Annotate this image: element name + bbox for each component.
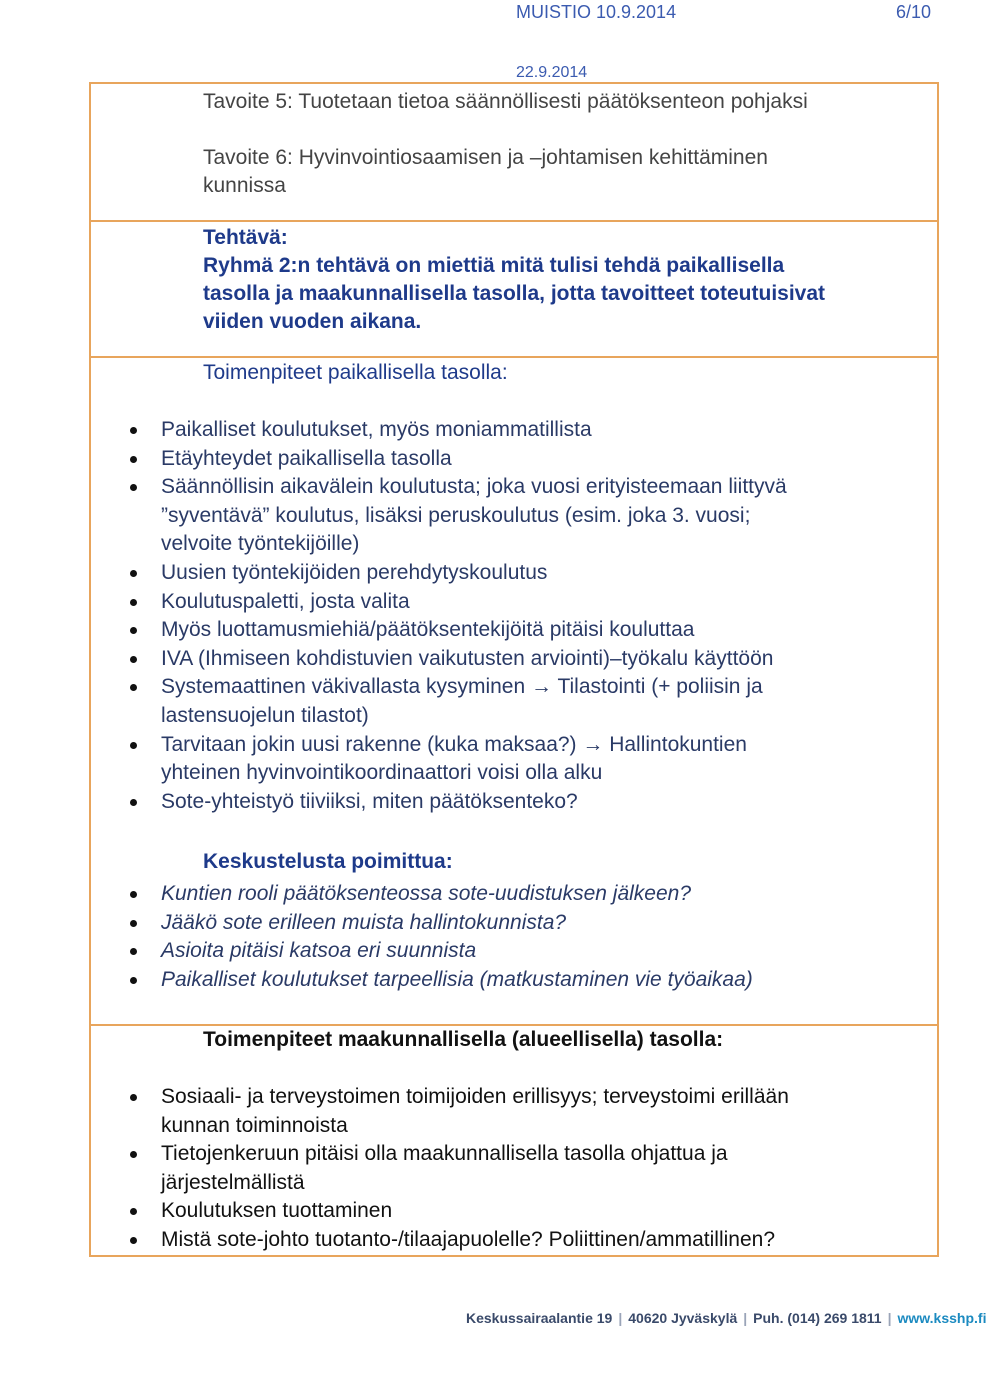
task-line: tasolla ja maakunnallisella tasolla, jotta tavoitteet toteutuisivat xyxy=(203,282,826,305)
list-item xyxy=(124,966,914,995)
bullet-icon xyxy=(130,656,137,663)
list-item-line: velvoite työntekijöille) xyxy=(161,532,360,556)
footer-contact xyxy=(466,1310,986,1326)
list-item xyxy=(124,1226,914,1255)
footer-separator: | xyxy=(887,1310,892,1326)
list-item-line: Uusien työntekijöiden perehdytyskoulutus xyxy=(161,560,548,584)
bullet-icon xyxy=(130,684,137,691)
list-item-line: Mistä sote-johto tuotanto-/tilaajapuolelle? Poliittinen/ammatillinen? xyxy=(161,1227,776,1251)
list-item-line: Tarvitaan jokin uusi rakenne (kuka maksaa?) → Hallintokuntien xyxy=(161,732,747,756)
footer-url[interactable]: www.ksshp.fi xyxy=(897,1310,986,1326)
local-measures-list xyxy=(124,416,914,816)
bullet-icon xyxy=(130,1237,137,1244)
footer-separator: | xyxy=(618,1310,623,1326)
memo-title: MUISTIO 10.9.2014 xyxy=(516,2,677,22)
list-item-line: Jääkö sote erilleen muista hallintokunnista? xyxy=(161,910,567,934)
list-item-line: Tietojenkeruun pitäisi olla maakunnallisella tasolla ohjattua ja xyxy=(161,1142,728,1166)
list-item-line: ”syventävä” koulutus, lisäksi peruskoulutus (esim. joka 3. vuosi; xyxy=(161,503,751,527)
regional-measures-heading: Toimenpiteet maakunnallisella (alueellisella) tasolla: xyxy=(203,1028,724,1051)
bullet-icon xyxy=(130,742,137,749)
list-item-line: Paikalliset koulutukset, myös moniammatillista xyxy=(161,418,592,441)
bullet-icon xyxy=(130,948,137,955)
list-item xyxy=(124,909,914,938)
bullet-icon xyxy=(130,891,137,898)
bullet-icon xyxy=(130,799,137,806)
discussion-heading: Keskustelusta poimittua: xyxy=(203,850,453,873)
running-header xyxy=(0,0,960,24)
list-item-line: järjestelmällistä xyxy=(161,1170,305,1194)
list-item xyxy=(124,880,914,909)
list-item xyxy=(124,673,914,730)
regional-measures-list xyxy=(124,1083,914,1255)
list-item-line: Paikalliset koulutukset tarpeellisia (matkustaminen vie työaikaa) xyxy=(161,967,753,991)
list-item-line: Sosiaali- ja terveystoimen toimijoiden erillisyys; terveystoimi erillään xyxy=(161,1085,789,1108)
page-number: 6/10 xyxy=(896,2,932,22)
list-item-line: yhteinen hyvinvointikoordinaattori voisi olla alku xyxy=(161,761,603,785)
list-item xyxy=(124,1083,914,1140)
bullet-icon xyxy=(130,427,137,434)
list-item xyxy=(124,1197,914,1226)
footer-separator: | xyxy=(743,1310,748,1326)
bullet-icon xyxy=(130,484,137,491)
goal-6-line-1: Tavoite 6: Hyvinvointiosaamisen ja –johtamisen kehittäminen xyxy=(203,146,768,169)
task-block xyxy=(203,224,933,336)
list-item xyxy=(124,588,914,617)
task-label: Tehtävä: xyxy=(203,226,288,249)
bullet-icon xyxy=(130,1094,137,1101)
goal-5: Tavoite 5: Tuotetaan tietoa säännöllisesti päätöksenteon pohjaksi xyxy=(203,90,808,113)
list-item-line: Koulutuspaletti, josta valita xyxy=(161,589,410,613)
list-item xyxy=(124,1140,914,1197)
slide-date: 22.9.2014 xyxy=(516,64,588,81)
list-item xyxy=(124,731,914,788)
list-item xyxy=(124,473,914,559)
discussion-list xyxy=(124,880,914,994)
footer-phone: Puh. (014) 269 1811 xyxy=(753,1310,882,1326)
list-item xyxy=(124,616,914,645)
bullet-icon xyxy=(130,1208,137,1215)
frame-divider xyxy=(89,356,939,358)
list-item-line: Sote-yhteistyö tiiviiksi, miten päätöksenteko? xyxy=(161,789,578,813)
list-item xyxy=(124,416,914,445)
list-item-line: Asioita pitäisi katsoa eri suunnista xyxy=(161,939,477,963)
bullet-icon xyxy=(130,1151,137,1158)
bullet-icon xyxy=(130,977,137,984)
list-item-line: lastensuojelun tilastot) xyxy=(161,703,369,727)
list-item xyxy=(124,445,914,474)
list-item-line: Kuntien rooli päätöksenteossa sote-uudistuksen jälkeen? xyxy=(161,882,692,905)
list-item xyxy=(124,788,914,817)
bullet-icon xyxy=(130,627,137,634)
list-item-line: Myös luottamusmiehiä/päätöksentekijöitä pitäisi kouluttaa xyxy=(161,618,695,642)
local-measures-heading: Toimenpiteet paikallisella tasolla: xyxy=(203,361,508,384)
list-item-line: Säännöllisin aikavälein koulutusta; joka vuosi erityisteemaan liittyvä xyxy=(161,475,787,499)
frame-divider xyxy=(89,220,939,222)
footer-address: Keskussairaalantie 19 xyxy=(466,1310,613,1326)
bullet-icon xyxy=(130,599,137,606)
footer-city: 40620 Jyväskylä xyxy=(628,1310,738,1326)
goal-6-line-2: kunnissa xyxy=(203,174,286,197)
bullet-icon xyxy=(130,920,137,927)
task-line: Ryhmä 2:n tehtävä on miettiä mitä tulisi tehdä paikallisella xyxy=(203,254,785,277)
bullet-icon xyxy=(130,570,137,577)
task-line: viiden vuoden aikana. xyxy=(203,310,422,333)
list-item-line: Koulutuksen tuottaminen xyxy=(161,1199,393,1223)
list-item xyxy=(124,559,914,588)
bullet-icon xyxy=(130,456,137,463)
list-item-line: IVA (Ihmiseen kohdistuvien vaikutusten arviointi)–työkalu käyttöön xyxy=(161,646,774,670)
list-item xyxy=(124,645,914,674)
list-item-line: Etäyhteydet paikallisella tasolla xyxy=(161,446,452,470)
list-item-line: kunnan toiminnoista xyxy=(161,1113,348,1137)
list-item xyxy=(124,937,914,966)
list-item-line: Systemaattinen väkivallasta kysyminen → Tilastointi (+ poliisin ja xyxy=(161,675,763,699)
